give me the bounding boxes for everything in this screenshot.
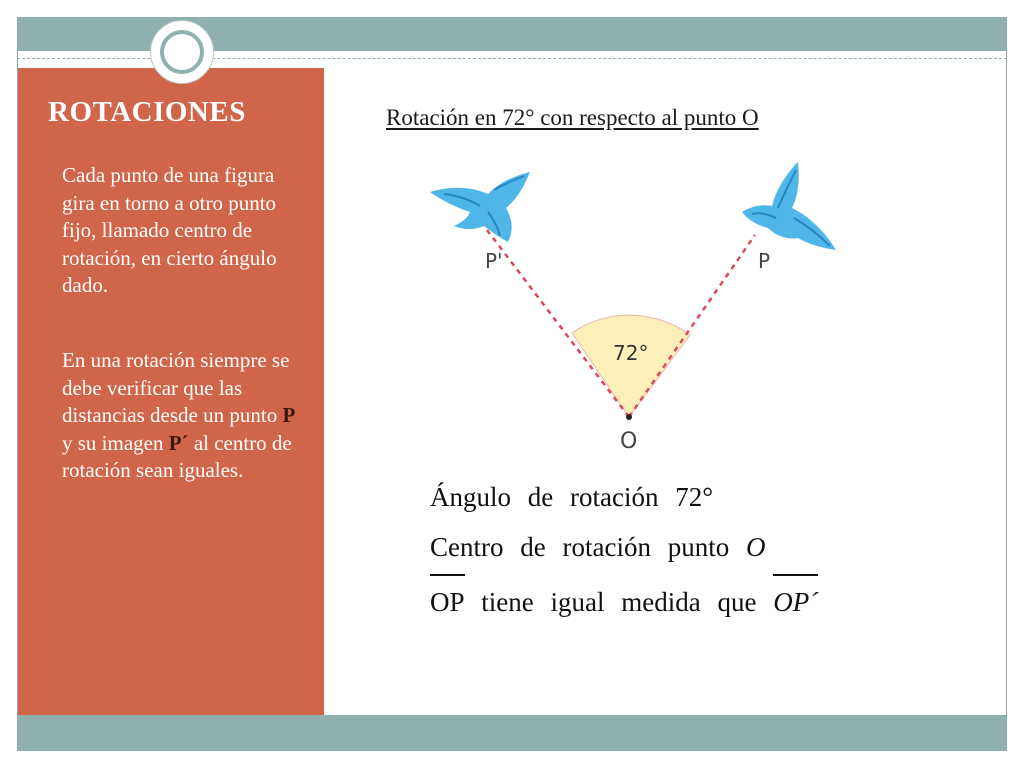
word: tiene bbox=[481, 587, 534, 617]
bird-image-icon bbox=[742, 162, 836, 250]
bottom-band bbox=[17, 715, 1007, 751]
word: rotación bbox=[562, 532, 651, 562]
paragraph-2-text-c: y su imagen bbox=[62, 430, 169, 455]
center-point bbox=[626, 414, 632, 420]
sidebar-paragraph-2 bbox=[62, 347, 302, 485]
sidebar-title: ROTACIONES bbox=[48, 96, 246, 128]
word: que bbox=[717, 587, 757, 617]
label-p-prime: P' bbox=[485, 249, 503, 273]
paragraph-2-text-e: al centro de rotación sean iguales. bbox=[62, 430, 292, 482]
angle-value: 72° bbox=[675, 482, 714, 512]
angle-label: 72° bbox=[613, 341, 649, 365]
word: medida bbox=[621, 587, 701, 617]
sidebar-paragraph-1: Cada punto de una figura gira en torno a otro punto fijo, llamado centro de rotación, en cierto ángulo dado. bbox=[62, 163, 277, 297]
statement-angle bbox=[430, 482, 723, 513]
rotation-figure bbox=[410, 150, 870, 460]
word: Ángulo bbox=[430, 482, 511, 512]
word: de bbox=[520, 532, 546, 562]
bird-image-icon bbox=[430, 172, 530, 242]
circle-ornament-icon bbox=[150, 20, 214, 84]
word: rotación bbox=[569, 482, 659, 512]
slide-heading: Rotación en 72° con respecto al punto O bbox=[386, 105, 759, 130]
label-o: O bbox=[620, 429, 638, 454]
point-p-label: P bbox=[282, 403, 296, 427]
word: de bbox=[527, 482, 554, 512]
statement-center bbox=[430, 532, 775, 563]
paragraph-2-text-a: En una rotación siempre se debe verificar que las distancias desde un punto bbox=[62, 348, 290, 427]
segment-op: OP bbox=[430, 587, 465, 617]
statement-segments bbox=[430, 587, 828, 618]
word: igual bbox=[550, 587, 605, 617]
point-p-prime-label: P´ bbox=[168, 430, 189, 455]
segment-op-prime: OP´ bbox=[773, 587, 819, 617]
word: punto bbox=[667, 532, 730, 562]
center-point-label: O bbox=[745, 532, 766, 562]
word: Centro bbox=[430, 532, 504, 562]
label-p: P bbox=[758, 249, 771, 273]
